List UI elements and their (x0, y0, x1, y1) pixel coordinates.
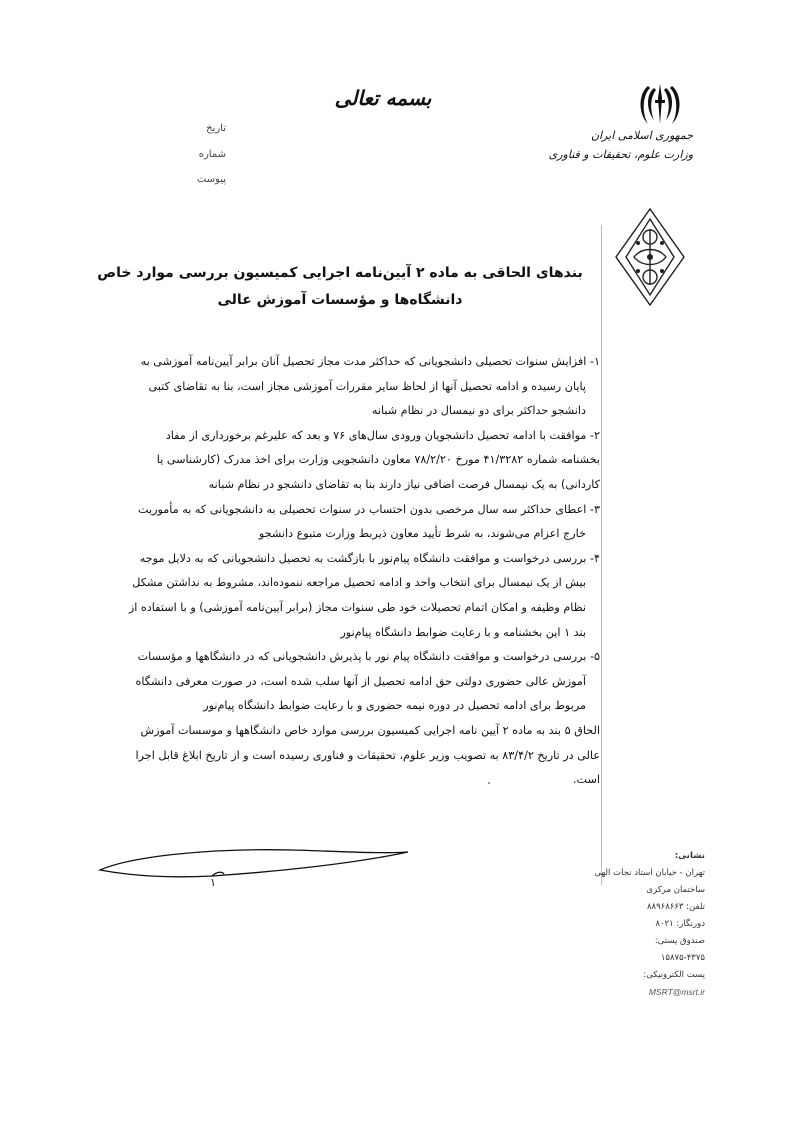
body-line: آموزش عالی حضوری دولتی حق ادامه تحصیل از آنها سلب شده است، در صورت معرفی دانشگاه (135, 674, 586, 688)
signature-mark: ۱ (210, 876, 216, 889)
body-line: مربوط برای ادامه تحصیل در دوره نیمه حضوری و با رعایت ضوابط دانشگاه پیام‌نور (203, 699, 586, 713)
document-body (118, 350, 600, 793)
body-line: ۳- اعطای حداکثر سه سال مرخصی بدون احتساب در سنوات تحصیلی به دانشجویانی که به مأموریت (138, 502, 600, 516)
body-line: ۲- موافقت با ادامه تحصیل دانشجویان ورودی سال‌های ۷۶ و بعد که علیرغم برخورداری از مفاد (165, 428, 600, 442)
body-line: دانشجو حداکثر برای دو نیمسال در نظام شبانه (371, 404, 586, 418)
ministry-line-country: جمهوری اسلامی ایران (590, 129, 693, 142)
margin-line (601, 225, 602, 885)
body-line: ۵- بررسی درخواست و موافقت دانشگاه پیام نور با پذیرش دانشجویانی که در دانشگاهها و مؤسسات (137, 650, 600, 664)
title-line-2: دانشگاه‌ها و مؤسسات آموزش عالی (217, 292, 463, 308)
body-line: ۱- افزایش سنوات تحصیلی دانشجویانی که حداکثر مدت مجاز تحصیل آنان برابر آیین‌نامه آموزشی به (140, 355, 600, 368)
date-label: تاریخ (206, 123, 226, 134)
address-line: پست الکترونیکی: (643, 970, 705, 980)
body-line: نظام وظیفه و امکان اتمام تحصیلات خود طی سنوات مجاز (برابر آیین‌نامه آموزشی) و با استفاده از (128, 600, 586, 614)
ministry-heading (548, 126, 693, 164)
ministry-line-ministry: وزارت علوم، تحقیقات و فناوری (548, 148, 693, 161)
bismillah-heading: بسمه تعالی (334, 86, 432, 110)
body-line: خارج اعزام می‌شوند، به شرط تأیید معاون ذیربط وزارت متبوع دانشجو (258, 527, 586, 541)
address-email: MSRT@msrt.ir (648, 987, 705, 997)
stray-mark (488, 782, 490, 784)
body-line: ۴- بررسی درخواست و موافقت دانشگاه پیام‌نور با بازگشت به تحصیل دانشجویانی که به دلایل موجه (139, 551, 600, 565)
attachment-label: پیوست (196, 174, 226, 185)
body-line: عالی در تاریخ ۸۳/۴/۲ به تصویب وزیر علوم، تحقیقات و فناوری رسیده است و از تاریخ ابلاغ قابل اجرا (135, 748, 600, 762)
ornament-icon (614, 207, 686, 307)
body-line: بیش از یک نیمسال برای انتخاب واحد و ادامه تحصیل مراجعه ننموده‌اند، مشروط به نداشتن مشکل (132, 576, 586, 590)
document-title (90, 260, 590, 314)
body-line: الحاق ۵ بند به ماده ۲ آیین نامه اجرایی کمیسیون بررسی موارد خاص دانشگاهها و موسسات آموزش (140, 723, 600, 737)
body-line: است. (572, 773, 600, 787)
body-line: بخشنامه شماره ۴۱/۳۲۸۲ مورخ ۷۸/۲/۲۰ معاون دانشجویی وزارت برای اخذ مدرک (کارشناسی یا (156, 453, 600, 467)
body-line: کاردانی) به یک نیمسال فرصت اضافی نیاز دارند بنا به تقاضای دانشجو در نظام شبانه (208, 477, 600, 491)
number-label: شماره (198, 149, 226, 160)
body-line: پایان رسیده و ادامه تحصیل آنها از لحاظ سایر مقررات آموزشی مجاز است، بنا به تقاضای کتبی (148, 379, 586, 393)
address-line: ساختمان مرکزی (646, 885, 705, 895)
body-line: بند ۱ این بخشنامه و با رعایت ضوابط دانشگاه پیام‌نور (340, 625, 586, 639)
address-line: دورنگار: ۸۰۲۱ (655, 919, 705, 929)
address-line: تلفن: ۸۸۹۶۸۶۶۳ (646, 902, 705, 912)
signature-icon (92, 842, 412, 892)
address-block (594, 848, 705, 1001)
title-line-1: بندهای الحاقی به ماده ۲ آیین‌نامه اجرایی کمیسیون بررسی موارد خاص (97, 265, 583, 281)
address-line: ۱۵۸۷۵-۴۳۷۵ (660, 953, 705, 963)
national-emblem-icon (636, 80, 684, 128)
address-line: تهران - خیابان استاد نجات الهی (594, 868, 705, 878)
address-label: نشانی: (674, 851, 705, 861)
address-line: صندوق پستی: (654, 936, 705, 946)
